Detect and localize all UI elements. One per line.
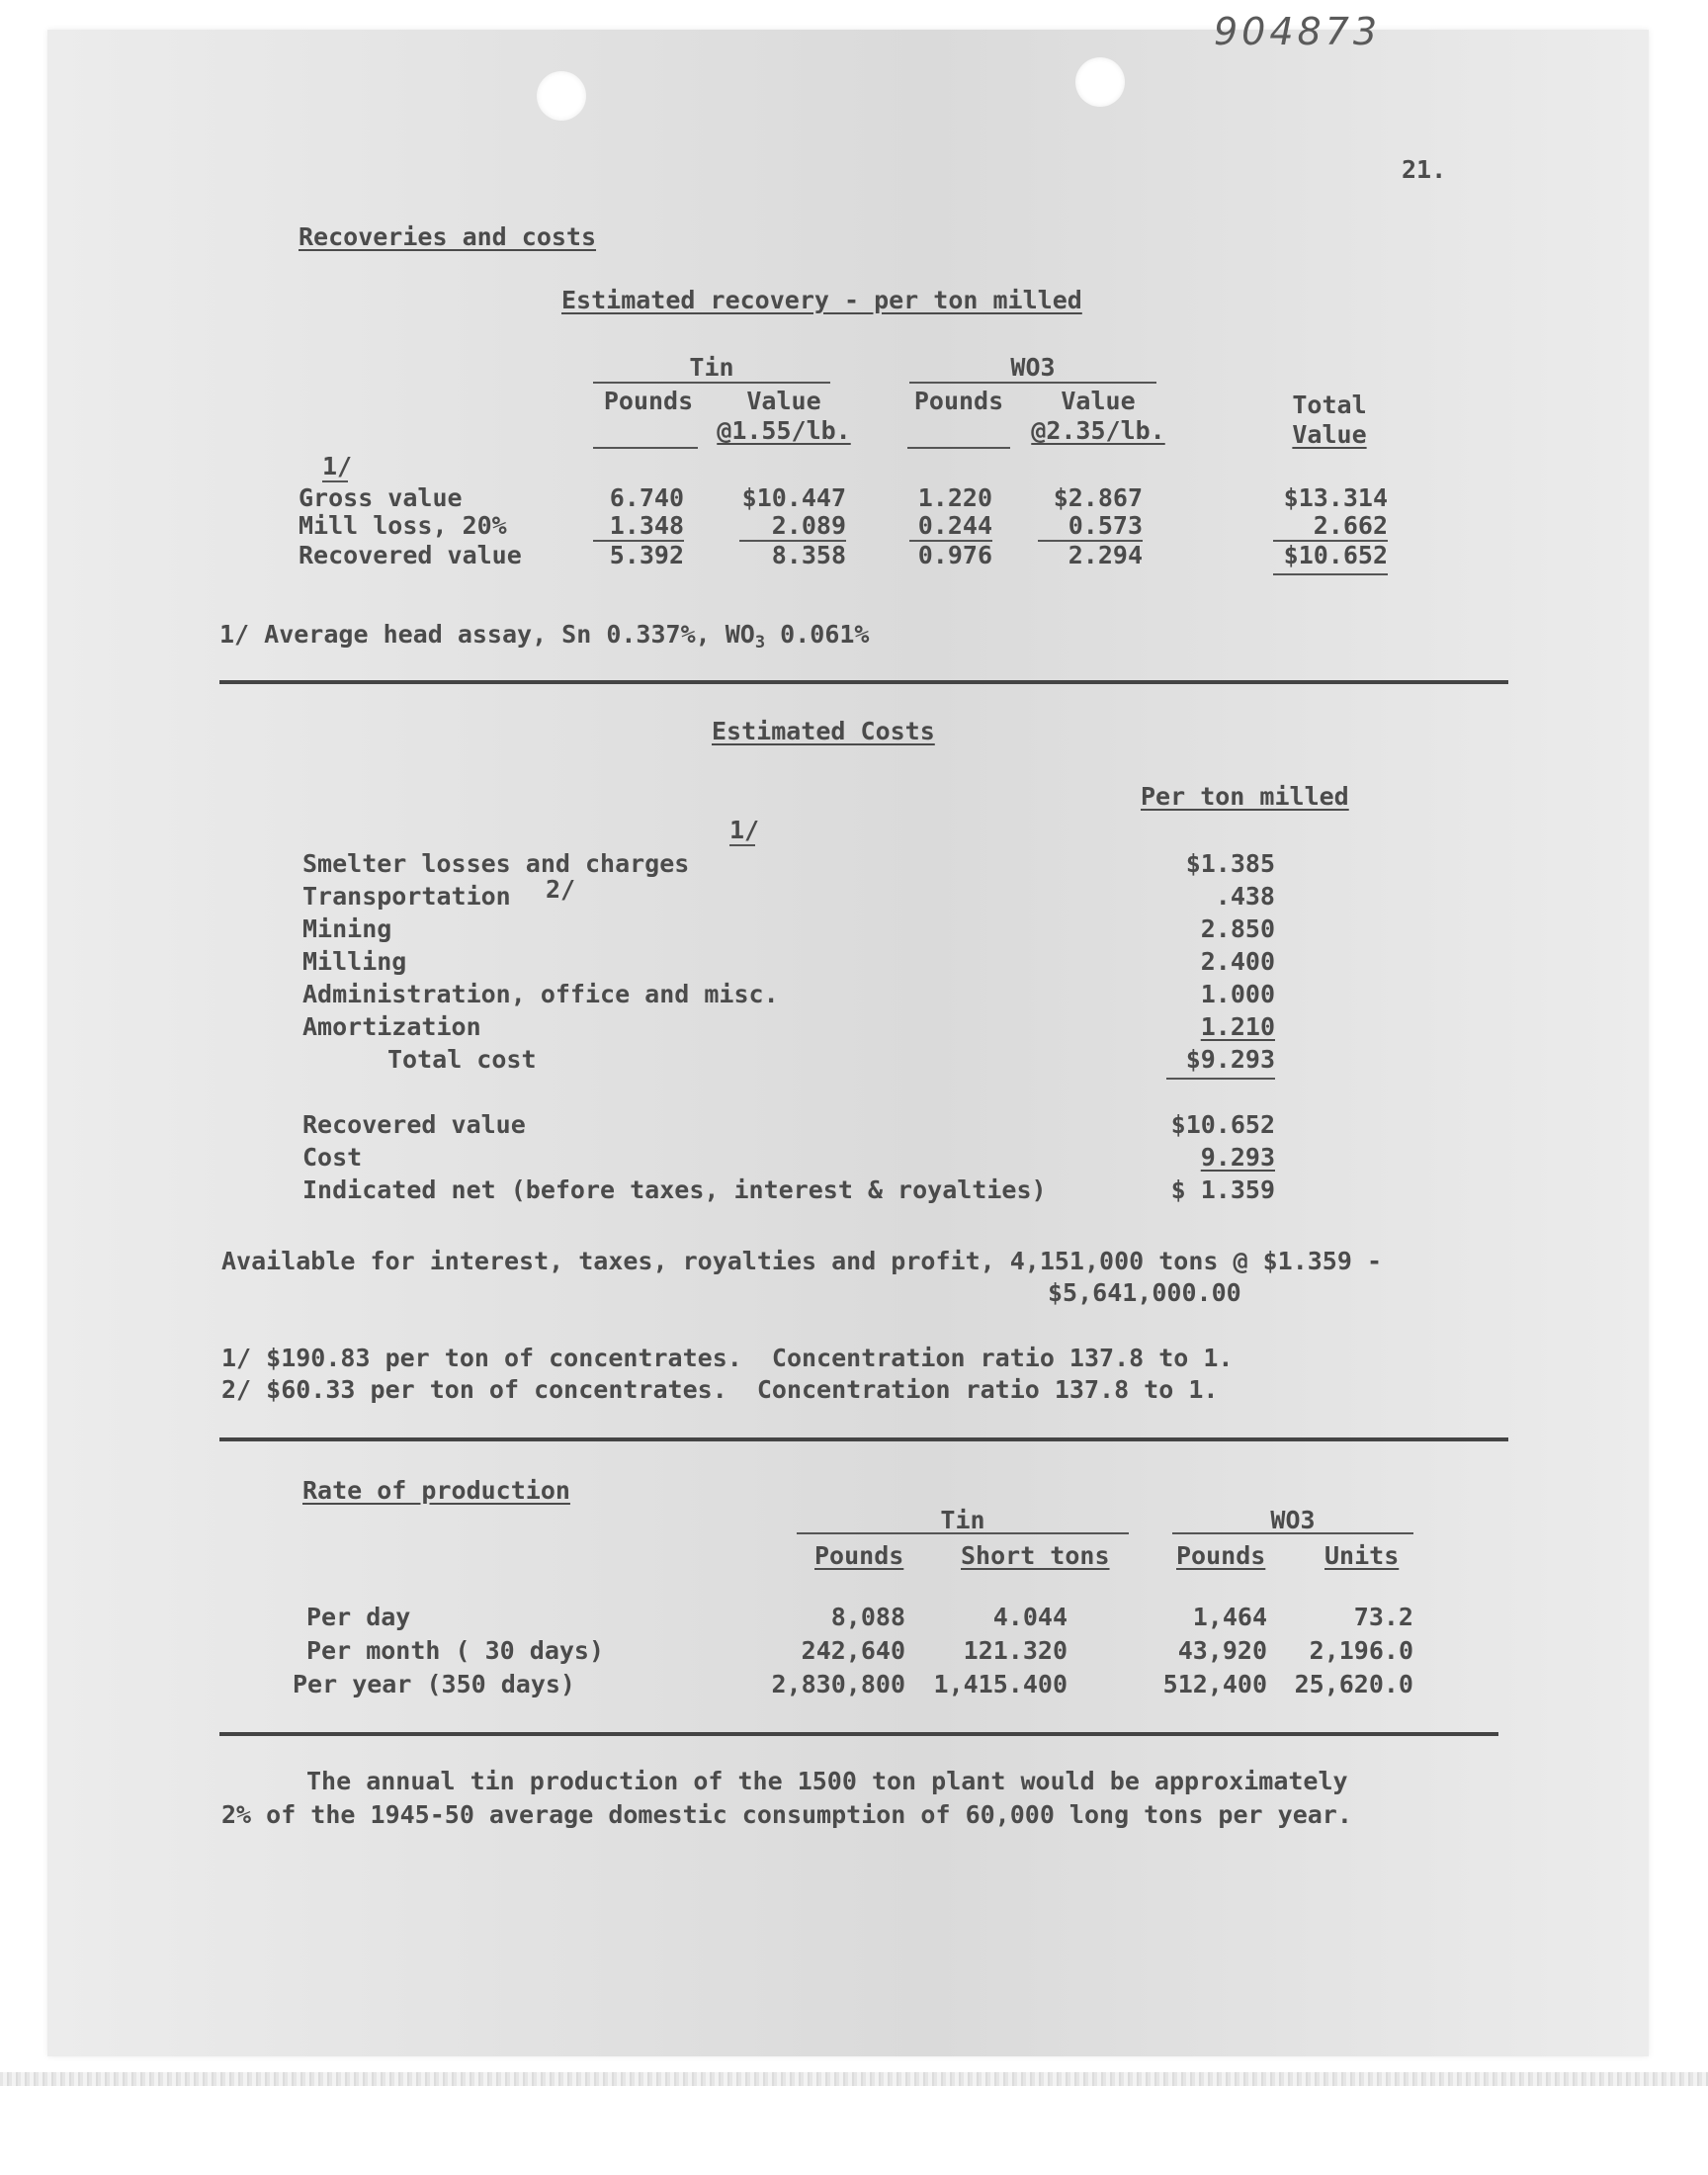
group-underline (593, 382, 830, 384)
recovery-col-wo3-pounds: Pounds (913, 387, 1004, 415)
row-label-recovered: Recovered value (299, 541, 522, 569)
production-col-tin-short-tons: Short tons (961, 1541, 1110, 1570)
cell-wo3-value: 2.294 (1068, 541, 1143, 569)
production-row-month-label: Per month ( 30 days) (306, 1636, 605, 1665)
cell-tin-pounds: 8,088 (830, 1603, 905, 1631)
closing-line-2: 2% of the 1945-50 average domestic consumption of 60,000 long tons per year. (221, 1800, 1352, 1829)
cell-wo3-units: 73.2 (1353, 1603, 1413, 1631)
production-col-wo3-pounds: Pounds (1176, 1541, 1266, 1570)
header-underline (593, 447, 698, 449)
costs-footnote-marker-2: 2/ (546, 875, 576, 904)
indicated-net-value: $ 1.359 (1170, 1175, 1275, 1204)
cost-value: 9.293 (1200, 1143, 1275, 1172)
cell-tin-value: 8.358 (771, 541, 846, 569)
available-line-1: Available for interest, taxes, royalties and profit, 4,151,000 tons @ $1.359 - (221, 1247, 1382, 1275)
costs-footnote-1: 1/ $190.83 per ton of concentrates. Concentration ratio 137.8 to 1. (221, 1344, 1234, 1372)
costs-footnote-2: 2/ $60.33 per ton of concentrates. Concentration ratio 137.8 to 1. (221, 1375, 1219, 1404)
cost-value-administration: 1.000 (1200, 980, 1275, 1008)
document-page (47, 30, 1649, 2056)
cell-tin-pounds: 6.740 (609, 483, 684, 512)
section-title: Recoveries and costs (299, 222, 597, 251)
group-underline (909, 382, 1156, 384)
punch-hole (1075, 57, 1125, 107)
total-cost-label: Total cost (387, 1045, 537, 1074)
section-divider (219, 680, 1508, 684)
cost-label-smelter: Smelter losses and charges (302, 849, 690, 878)
cell-tin-pounds: 2,830,800 (771, 1670, 905, 1698)
cost-value-smelter: $1.385 (1185, 849, 1275, 878)
recovery-col-wo3-value: Value (1061, 387, 1136, 415)
cost-label-transportation: Transportation (302, 882, 511, 911)
recovery-col-total-value: Value (1292, 420, 1367, 449)
total-double-underline (1166, 1078, 1275, 1080)
production-row-day-label: Per day (306, 1603, 411, 1631)
cost-value-transportation: .438 (1215, 882, 1275, 911)
cell-tin-pounds: 1.348 (609, 511, 684, 540)
production-col-wo3-units: Units (1324, 1541, 1400, 1570)
total-cost-value: $9.293 (1185, 1045, 1275, 1074)
costs-footnote-marker-1: 1/ (729, 816, 760, 844)
cell-total: $13.314 (1283, 483, 1388, 512)
cost-label-administration: Administration, office and misc. (302, 980, 779, 1008)
marker-underline (729, 844, 755, 846)
closing-line-1: The annual tin production of the 1500 ton plant would be approximately (306, 1767, 1348, 1795)
cell-tin-tons: 121.320 (963, 1636, 1068, 1665)
cell-wo3-units: 2,196.0 (1309, 1636, 1413, 1665)
section-divider (219, 1732, 1498, 1736)
cost-label-amortization: Amortization (302, 1012, 481, 1041)
cell-tin-value: $10.447 (741, 483, 846, 512)
marker-underline (322, 480, 348, 482)
cell-wo3-pounds: 1,464 (1192, 1603, 1267, 1631)
cell-tin-pounds: 242,640 (801, 1636, 905, 1665)
cost-label-milling: Milling (302, 947, 407, 976)
cell-wo3-pounds: 1.220 (917, 483, 992, 512)
production-group-wo3: WO3 (1270, 1506, 1316, 1534)
cell-tin-tons: 4.044 (992, 1603, 1068, 1631)
recovery-group-wo3: WO3 (1010, 353, 1056, 382)
cell-wo3-value: $2.867 (1053, 483, 1143, 512)
recovery-col-wo3-rate: @2.35/lb. (1031, 416, 1165, 445)
cost-value-mining: 2.850 (1200, 914, 1275, 943)
footnote-marker: 1/ (322, 452, 353, 480)
cell-wo3-pounds: 0.976 (917, 541, 992, 569)
document-stamp-number: 904873 (1214, 10, 1382, 53)
cell-total: $10.652 (1283, 541, 1388, 569)
cell-wo3-units: 25,620.0 (1294, 1670, 1413, 1698)
cell-wo3-pounds: 512,400 (1162, 1670, 1267, 1698)
recovery-col-tin-rate: @1.55/lb. (717, 416, 851, 445)
production-row-year-label: Per year (350 days) (293, 1670, 575, 1698)
cell-tin-tons: 1,415.400 (933, 1670, 1068, 1698)
cell-total: 2.662 (1313, 511, 1388, 540)
recovery-group-tin: Tin (689, 353, 734, 382)
page-number: 21. (1402, 155, 1447, 184)
costs-title: Estimated Costs (712, 717, 935, 745)
cell-tin-pounds: 5.392 (609, 541, 684, 569)
recovery-footnote: 1/ Average head assay, Sn 0.337%, $WO_3$ 0.061% (219, 620, 870, 652)
total-double-underline (1273, 573, 1388, 575)
cost-value-milling: 2.400 (1200, 947, 1275, 976)
cost-label: Cost (302, 1143, 363, 1172)
production-col-tin-pounds: Pounds (814, 1541, 904, 1570)
cell-wo3-pounds: 43,920 (1177, 1636, 1267, 1665)
scan-edge (0, 2072, 1708, 2086)
indicated-net-label: Indicated net (before taxes, interest & royalties) (302, 1175, 1047, 1204)
section-divider (219, 1437, 1508, 1441)
cell-wo3-value: 0.573 (1068, 511, 1143, 540)
production-title: Rate of production (302, 1476, 570, 1505)
header-underline (907, 447, 1010, 449)
recovered-value: $10.652 (1170, 1110, 1275, 1139)
recovery-title: Estimated recovery - per ton milled (561, 286, 1082, 314)
cell-tin-value: 2.089 (771, 511, 846, 540)
production-group-tin: Tin (940, 1506, 985, 1534)
cell-wo3-pounds: 0.244 (917, 511, 992, 540)
cost-label-mining: Mining (302, 914, 392, 943)
recovery-col-tin-pounds: Pounds (603, 387, 694, 415)
recovered-value-label: Recovered value (302, 1110, 526, 1139)
group-underline (797, 1532, 1129, 1534)
recovery-col-tin-value: Value (746, 387, 821, 415)
costs-column-header: Per ton milled (1141, 782, 1349, 811)
cost-value-amortization: 1.210 (1200, 1012, 1275, 1041)
group-underline (1172, 1532, 1413, 1534)
punch-hole (537, 71, 586, 121)
row-label-gross: Gross value (299, 483, 463, 512)
recovery-col-total: Total (1292, 391, 1367, 419)
available-line-2: $5,641,000.00 (1048, 1278, 1241, 1307)
row-label-mill-loss: Mill loss, 20% (299, 511, 507, 540)
